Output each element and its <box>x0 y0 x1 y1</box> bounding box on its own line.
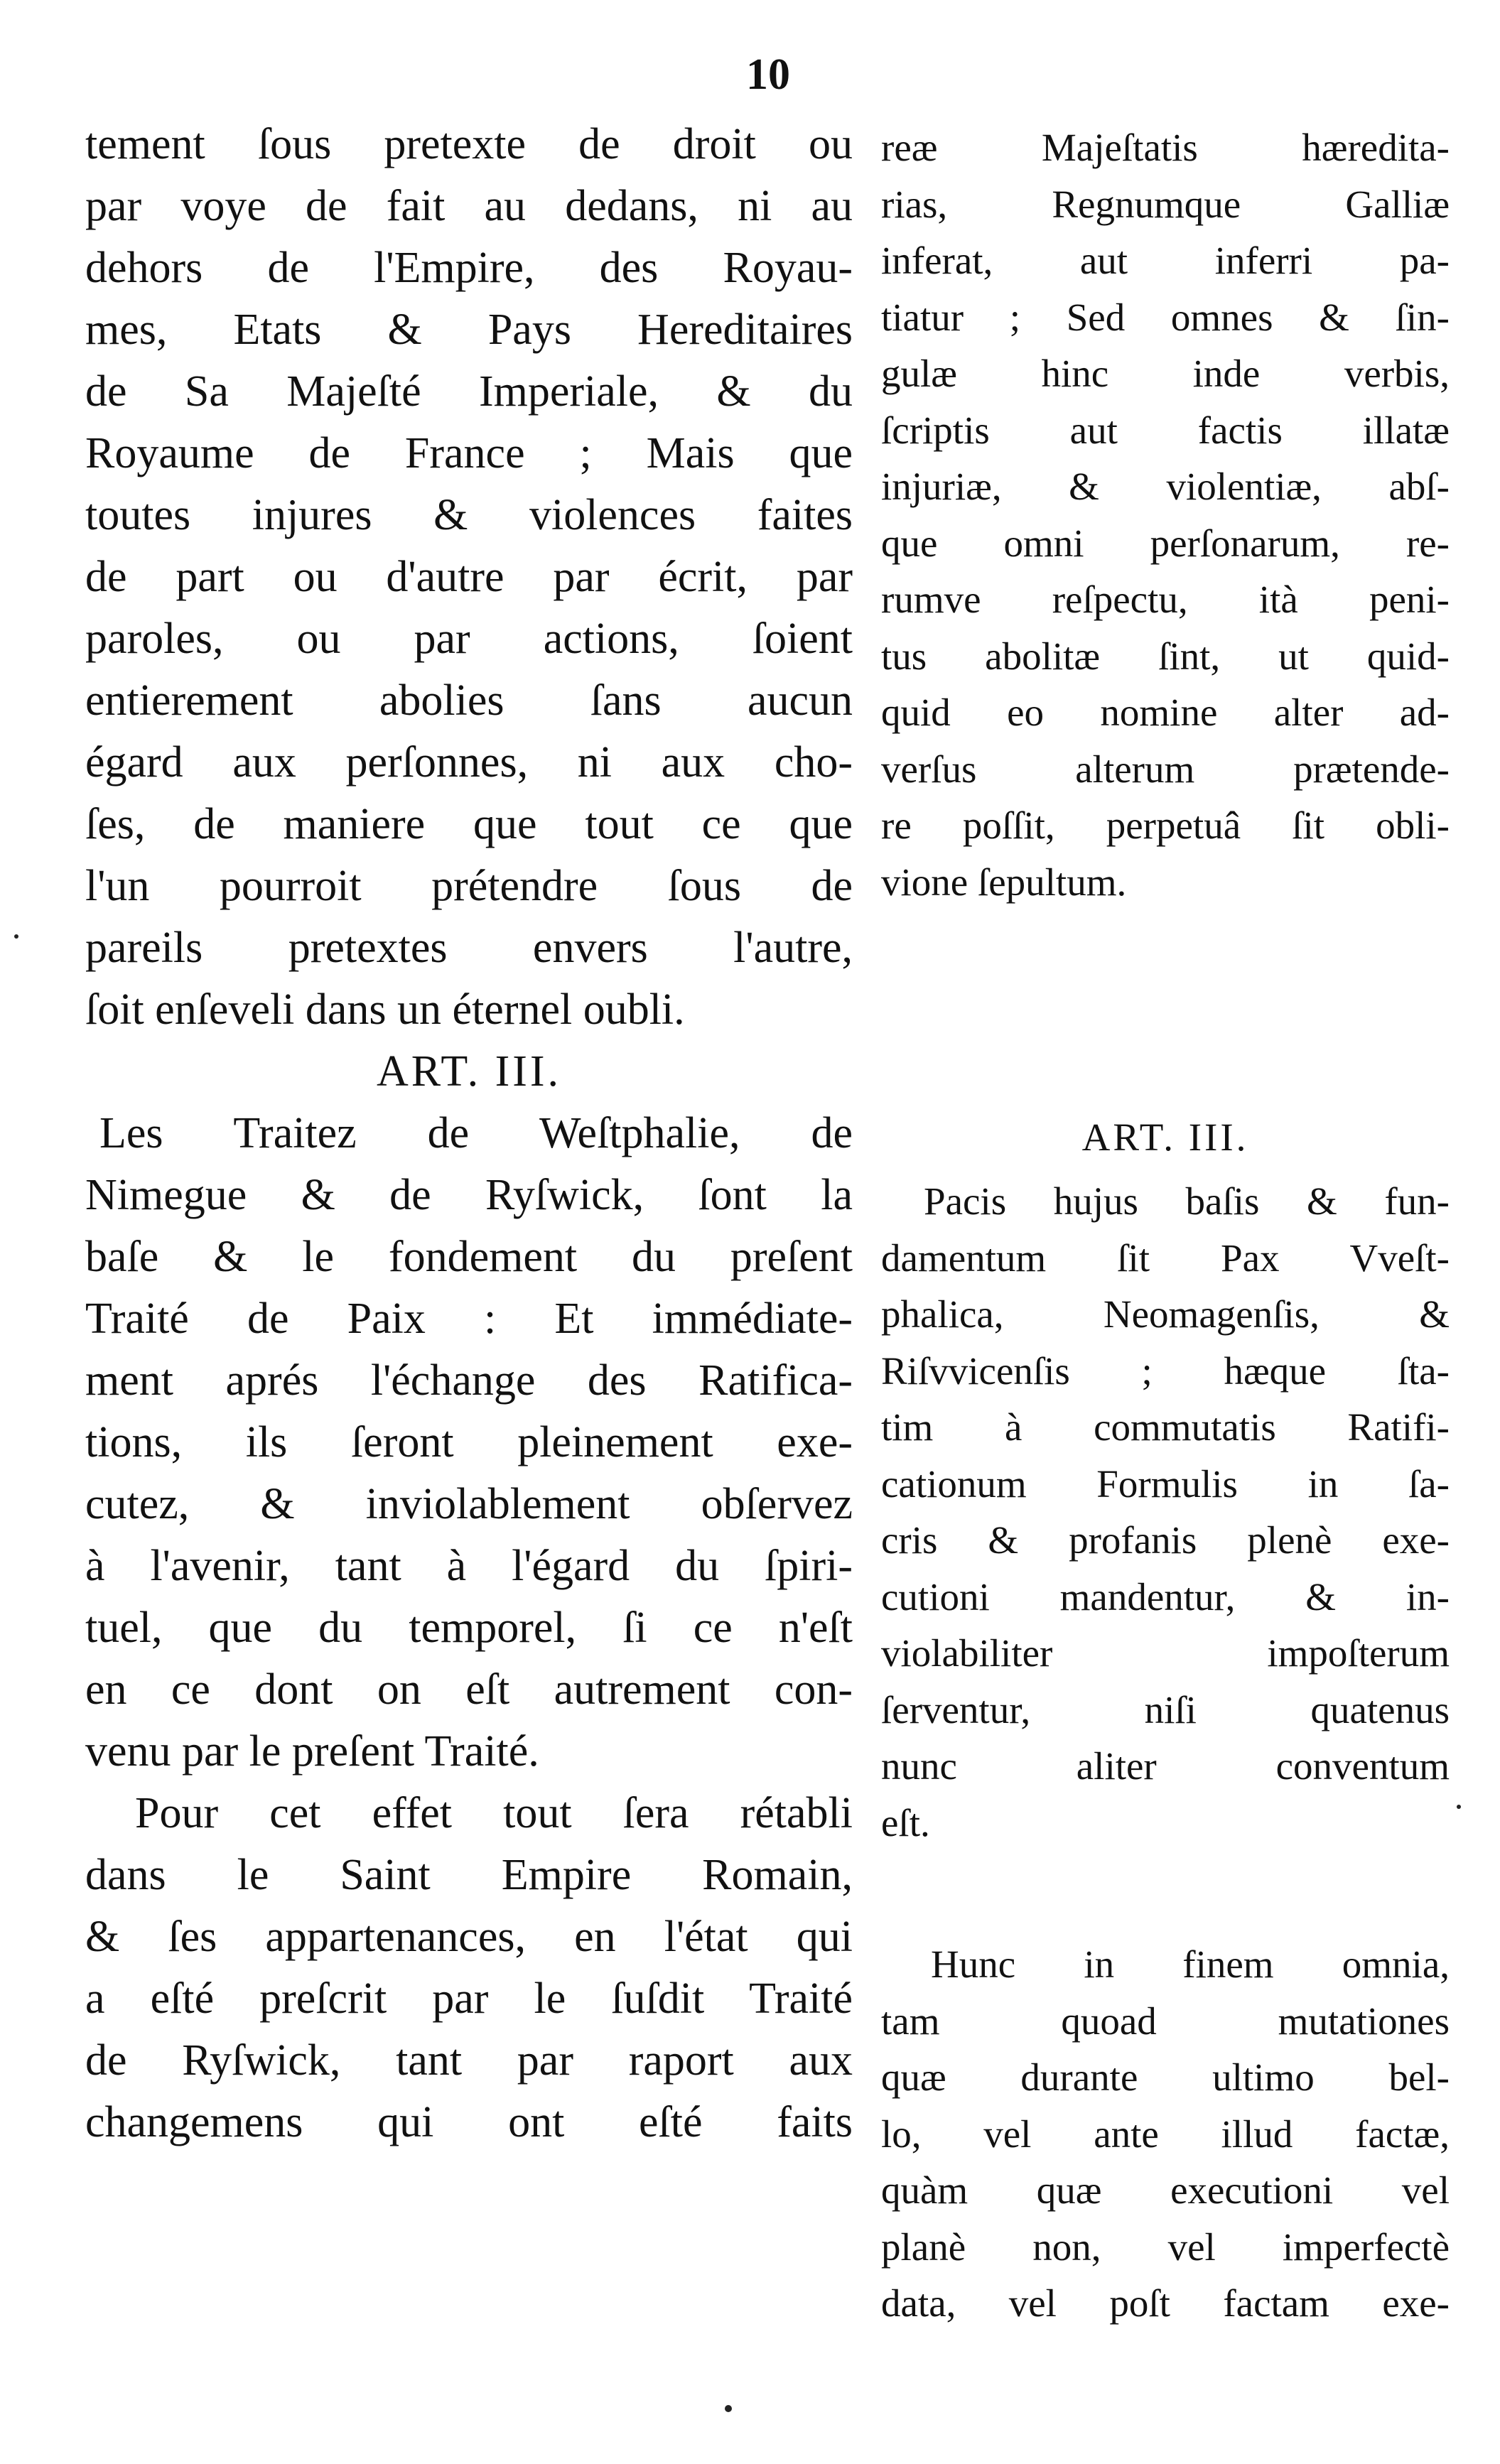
latin-intro-paragraph <box>881 119 1450 910</box>
text-line: cutioni mandentur, & in- <box>881 1574 1450 1619</box>
text-line: reæ Majeſtatis hæredita- <box>881 126 1450 169</box>
text-line: toutes injures & violences faites <box>85 491 853 539</box>
text-line: de Ryſwick, tant par raport aux <box>85 2036 853 2085</box>
text-line: de Sa Majeſté Imperiale, & du <box>85 367 853 416</box>
text-line: quæ durante ultimo bel- <box>881 2055 1450 2099</box>
french-intro-paragraph <box>85 114 853 1041</box>
text-line: violabiliter impoſterum <box>881 1631 1450 1675</box>
text-line: ment aprés l'échange des Ratifica- <box>85 1356 853 1405</box>
latin-paragraph-2 <box>881 1936 1450 2332</box>
text-line: Riſvvicenſis ; hæque ſta- <box>881 1349 1450 1393</box>
text-line: à l'avenir, tant à l'égard du ſpiri- <box>85 1542 853 1590</box>
text-line: cutez, & inviolablement obſervez <box>85 1480 853 1528</box>
column-gap <box>881 910 1450 1109</box>
text-line: inferat, aut inferri pa- <box>881 239 1450 282</box>
text-line: cris & profanis plenè exe- <box>881 1518 1450 1562</box>
text-line: égard aux perſonnes, ni aux cho- <box>85 738 853 787</box>
ink-speck <box>14 934 18 939</box>
text-line: cationum Formulis in ſa- <box>881 1461 1450 1506</box>
page-number: 10 <box>746 50 790 99</box>
text-line: eſt. <box>881 1800 930 1844</box>
text-line: data, vel poſt factam exe- <box>881 2281 1450 2325</box>
text-line: entierement abolies ſans aucun <box>85 676 853 725</box>
text-line: phalica, Neomagenſis, & <box>881 1292 1450 1336</box>
text-line: Pour cet effet tout ſera rétabli <box>135 1789 853 1837</box>
ink-speck <box>1457 1805 1461 1809</box>
text-line: l'un pourroit prétendre ſous de <box>85 862 853 910</box>
text-line: verſus alterum prætende- <box>881 747 1450 791</box>
french-column <box>85 114 853 2154</box>
ink-speck <box>725 2405 732 2412</box>
text-line: que omni perſonarum, re- <box>881 521 1450 565</box>
text-line: tim à commutatis Ratifi- <box>881 1405 1450 1449</box>
text-line: venu par le preſent Traité. <box>85 1727 539 1776</box>
text-line: ſoit enſeveli dans un éternel oubli. <box>85 985 685 1034</box>
text-line: ſes, de maniere que tout ce que <box>85 800 853 848</box>
text-line: baſe & le fondement du preſent <box>85 1233 853 1281</box>
text-line: Hunc in finem omnia, <box>931 1942 1450 1986</box>
text-line: en ce dont on eſt autrement con- <box>85 1665 853 1714</box>
text-line: & ſes appartenances, en l'état qui <box>85 1913 853 1961</box>
text-line: Traité de Paix : Et immédiate- <box>85 1295 853 1343</box>
text-line: planè non, vel imperfectè <box>881 2225 1450 2269</box>
text-line: damentum ſit Pax Vveſt- <box>881 1236 1450 1280</box>
text-line: quid eo nomine alter ad- <box>881 691 1450 734</box>
french-article-heading: ART. III. <box>376 1047 562 1096</box>
text-line: dehors de l'Empire, des Royau- <box>85 244 853 292</box>
text-line: injuriæ, & violentiæ, abſ- <box>881 465 1450 508</box>
text-line: tuel, que du temporel, ſi ce n'eſt <box>85 1604 853 1652</box>
text-line: a eſté preſcrit par le ſuſdit Traité <box>85 1974 853 2023</box>
text-line: lo, vel ante illud factæ, <box>881 2112 1450 2156</box>
french-article-paragraph <box>85 1103 853 1783</box>
latin-article-paragraph <box>881 1173 1450 1851</box>
text-line: Nimegue & de Ryſwick, ſont la <box>85 1171 853 1219</box>
text-line: nunc aliter conventum <box>881 1744 1450 1788</box>
column-gap <box>881 1851 1450 1936</box>
text-line: vione ſepultum. <box>881 860 1127 904</box>
text-line: par voye de fait au dedans, ni au <box>85 182 853 230</box>
text-line: changemens qui ont eſté faits <box>85 2098 853 2146</box>
text-line: Royaume de France ; Mais que <box>85 429 853 477</box>
french-paragraph-2 <box>85 1783 853 2154</box>
latin-article-heading: ART. III. <box>1081 1115 1249 1159</box>
text-line: mes, Etats & Pays Hereditaires <box>85 306 853 354</box>
latin-column <box>881 119 1450 2332</box>
text-line: dans le Saint Empire Romain, <box>85 1851 853 1899</box>
text-line: pareils pretextes envers l'autre, <box>85 924 853 972</box>
text-line: tam quoad mutationes <box>881 1999 1450 2043</box>
text-line: tions, ils ſeront pleinement exe- <box>85 1418 853 1466</box>
text-line: re poſſit, perpetuâ ſit obli- <box>881 804 1450 847</box>
text-line: Pacis hujus baſis & fun- <box>924 1179 1450 1223</box>
text-line: rias, Regnumque Galliæ <box>881 182 1450 226</box>
text-line: Les Traitez de Weſtphalie, de <box>99 1109 853 1157</box>
text-line: tement ſous pretexte de droit ou <box>85 120 853 168</box>
text-line: tus abolitæ ſint, ut quid- <box>881 634 1450 678</box>
text-line: tiatur ; Sed omnes & ſin- <box>881 295 1450 339</box>
text-line: de part ou d'autre par écrit, par <box>85 553 853 601</box>
text-line: paroles, ou par actions, ſoient <box>85 615 853 663</box>
text-line: ſerventur, niſi quatenus <box>881 1687 1450 1731</box>
text-line: rumve reſpectu, ità peni- <box>881 578 1450 621</box>
text-line: quàm quæ executioni vel <box>881 2168 1450 2212</box>
text-line: ſcriptis aut factis illatæ <box>881 408 1450 452</box>
text-line: gulæ hinc inde verbis, <box>881 352 1450 395</box>
